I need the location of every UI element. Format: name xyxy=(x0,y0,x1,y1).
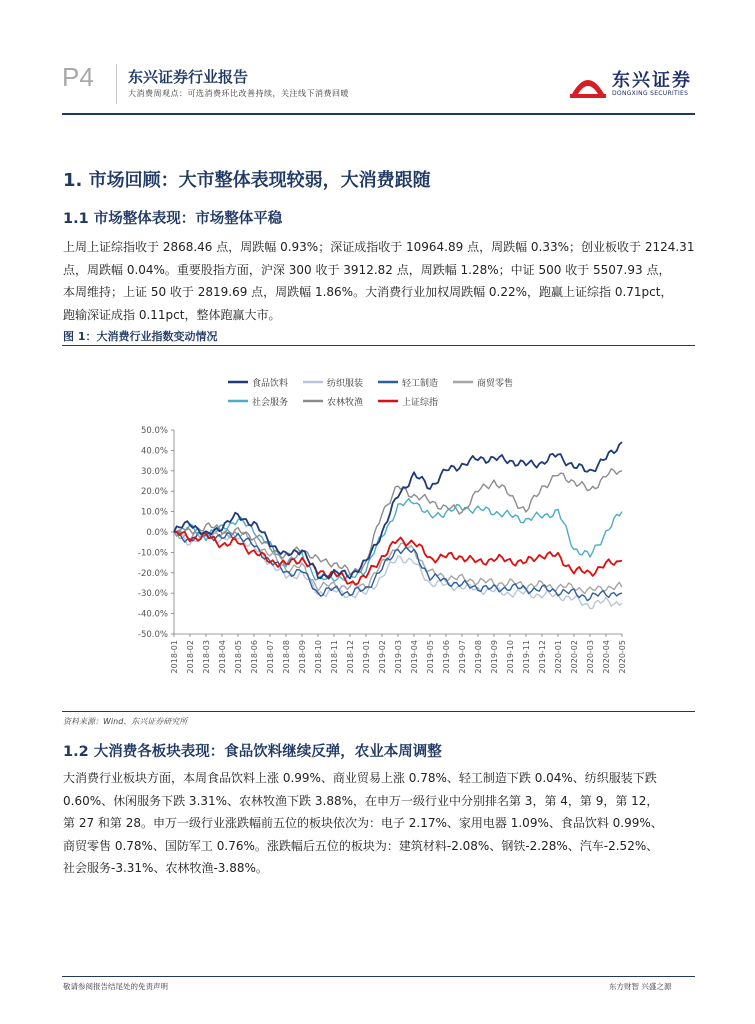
figure-rule-top xyxy=(62,345,695,346)
series-line xyxy=(174,532,622,601)
logo-text-en: DONGXING SECURITIES xyxy=(612,90,689,97)
paragraph-line: 0.60%、休闲服务下跌 3.31%、农林牧渔下跌 3.88%，在申万一级行业中分别排名第 3，第 4，第 9，第 12， xyxy=(63,793,659,808)
y-axis xyxy=(138,426,174,640)
subsection-heading-1-2: 1.2 大消费各板块表现：食品饮料继续反弹，农业本周调整 xyxy=(63,744,442,760)
chart-lines xyxy=(174,442,622,609)
y-tick-label: 50.0% xyxy=(140,426,168,436)
y-tick-label: -20.0% xyxy=(137,568,168,579)
page-number: P4 xyxy=(62,62,94,92)
x-tick-label: 2019-12 xyxy=(538,640,547,674)
dongxing-logo xyxy=(568,64,696,102)
x-tick-label: 2020-01 xyxy=(554,640,563,674)
paragraph-line: 第 27 和第 28。申万一级行业涨跌幅前五位的板块依次为：电子 2.17%、家用电器 1.09%、食品饮料 0.99%、 xyxy=(63,816,663,830)
paragraph-line: 大消费行业板块方面，本周食品饮料上涨 0.99%、商业贸易上涨 0.78%、轻工制造下跌 0.04%、纺织服装下跌 xyxy=(63,771,657,785)
x-tick-label: 2018-11 xyxy=(330,640,339,674)
footer-slogan: 东方财智 兴盛之源 xyxy=(609,982,672,991)
paragraph-sector-performance xyxy=(63,767,695,880)
figure-caption: 图 1：大消费行业指数变动情况 xyxy=(63,330,218,343)
subsection-heading-1-1: 1.1 市场整体表现：市场整体平稳 xyxy=(63,211,283,227)
footer-disclaimer: 敬请参阅报告结尾处的免责声明 xyxy=(63,982,168,991)
figure-source: 资料来源：Wind、东兴证券研究所 xyxy=(63,717,188,726)
paragraph-market-overview xyxy=(63,236,695,326)
report-subtitle: 大消费周观点：可选消费环比改善持续，关注线下消费回暖 xyxy=(128,89,349,98)
legend-label: 上证综指 xyxy=(402,398,439,408)
x-tick-label: 2019-07 xyxy=(458,640,467,674)
x-tick-label: 2018-08 xyxy=(282,640,291,674)
y-tick-label: 10.0% xyxy=(140,507,168,518)
x-tick-label: 2018-03 xyxy=(202,640,211,674)
chart-legend xyxy=(228,377,513,408)
legend-label: 社会服务 xyxy=(252,398,289,408)
series-line xyxy=(174,469,622,575)
paragraph-line: 本周维持；上证 50 收于 2819.69 点，周跌幅 1.86%。大消费行业加权周跌幅 0.22%，跑赢上证综指 0.71pct， xyxy=(63,285,673,299)
x-axis xyxy=(170,634,627,673)
y-tick-label: 20.0% xyxy=(140,487,168,498)
x-tick-label: 2019-11 xyxy=(522,640,531,674)
x-tick-label: 2018-05 xyxy=(234,640,243,674)
section-heading: 1. 市场回顾：大市整体表现较弱，大消费跟随 xyxy=(63,170,431,191)
legend-label: 轻工制造 xyxy=(402,379,439,389)
x-tick-label: 2018-01 xyxy=(170,640,179,674)
x-tick-label: 2019-03 xyxy=(394,640,403,674)
y-tick-label: -10.0% xyxy=(137,548,168,559)
x-tick-label: 2019-02 xyxy=(378,640,387,674)
x-tick-label: 2020-02 xyxy=(570,640,579,674)
x-tick-label: 2018-10 xyxy=(314,640,323,674)
x-tick-label: 2020-05 xyxy=(618,640,627,674)
x-tick-label: 2019-05 xyxy=(426,640,435,674)
paragraph-line: 社会服务-3.31%、农林牧渔-3.88%。 xyxy=(63,861,268,875)
header-divider xyxy=(116,64,117,104)
logo-mark-icon xyxy=(568,64,608,102)
x-tick-label: 2018-12 xyxy=(346,640,355,674)
paragraph-line: 商贸零售 0.78%、国防军工 0.76%。涨跌幅后五位的板块为：建筑材料-2.08%、钢铁-2.28%、汽车-2.52%、 xyxy=(63,838,659,853)
figure-rule-bottom xyxy=(62,711,695,712)
paragraph-line: 点，周跌幅 0.04%。重要股指方面，沪深 300 收于 3912.82 点，周跌幅 1.28%；中证 500 收于 5507.93 点， xyxy=(63,262,671,277)
paragraph-line: 跑输深证成指 0.11pct，整体跑赢大市。 xyxy=(63,307,281,322)
x-tick-label: 2020-04 xyxy=(602,640,611,674)
y-tick-label: 30.0% xyxy=(140,466,168,477)
legend-label: 农林牧渔 xyxy=(327,398,364,408)
x-tick-label: 2018-09 xyxy=(298,640,307,674)
legend-label: 食品饮料 xyxy=(252,379,289,389)
x-tick-label: 2018-06 xyxy=(250,640,259,674)
x-tick-label: 2018-04 xyxy=(218,640,227,674)
x-tick-label: 2020-03 xyxy=(586,640,595,674)
consumer-index-line-chart xyxy=(62,348,695,710)
report-title: 东兴证券行业报告 xyxy=(128,68,249,86)
y-tick-label: 0.0% xyxy=(146,528,168,538)
x-tick-label: 2019-09 xyxy=(490,640,499,674)
x-tick-label: 2019-06 xyxy=(442,640,451,674)
paragraph-line: 上周上证综指收于 2868.46 点，周跌幅 0.93%；深证成指收于 10964.89 点，周跌幅 0.33%；创业板收于 2124.31 xyxy=(63,240,695,254)
x-tick-label: 2019-01 xyxy=(362,640,371,674)
y-tick-label: -50.0% xyxy=(137,630,168,640)
y-tick-label: -30.0% xyxy=(137,589,168,600)
legend-label: 商贸零售 xyxy=(477,379,514,389)
legend-label: 纺织服装 xyxy=(327,379,364,389)
x-tick-label: 2018-02 xyxy=(186,640,195,674)
x-tick-label: 2018-07 xyxy=(266,640,275,674)
footer-rule xyxy=(62,976,695,977)
header-rule xyxy=(62,113,695,115)
logo-text-cn: 东兴证券 xyxy=(612,70,692,91)
y-tick-label: -40.0% xyxy=(137,609,168,620)
x-tick-label: 2019-08 xyxy=(474,640,483,674)
x-tick-label: 2019-04 xyxy=(410,640,419,674)
x-tick-label: 2019-10 xyxy=(506,640,515,674)
y-tick-label: 40.0% xyxy=(140,446,168,457)
